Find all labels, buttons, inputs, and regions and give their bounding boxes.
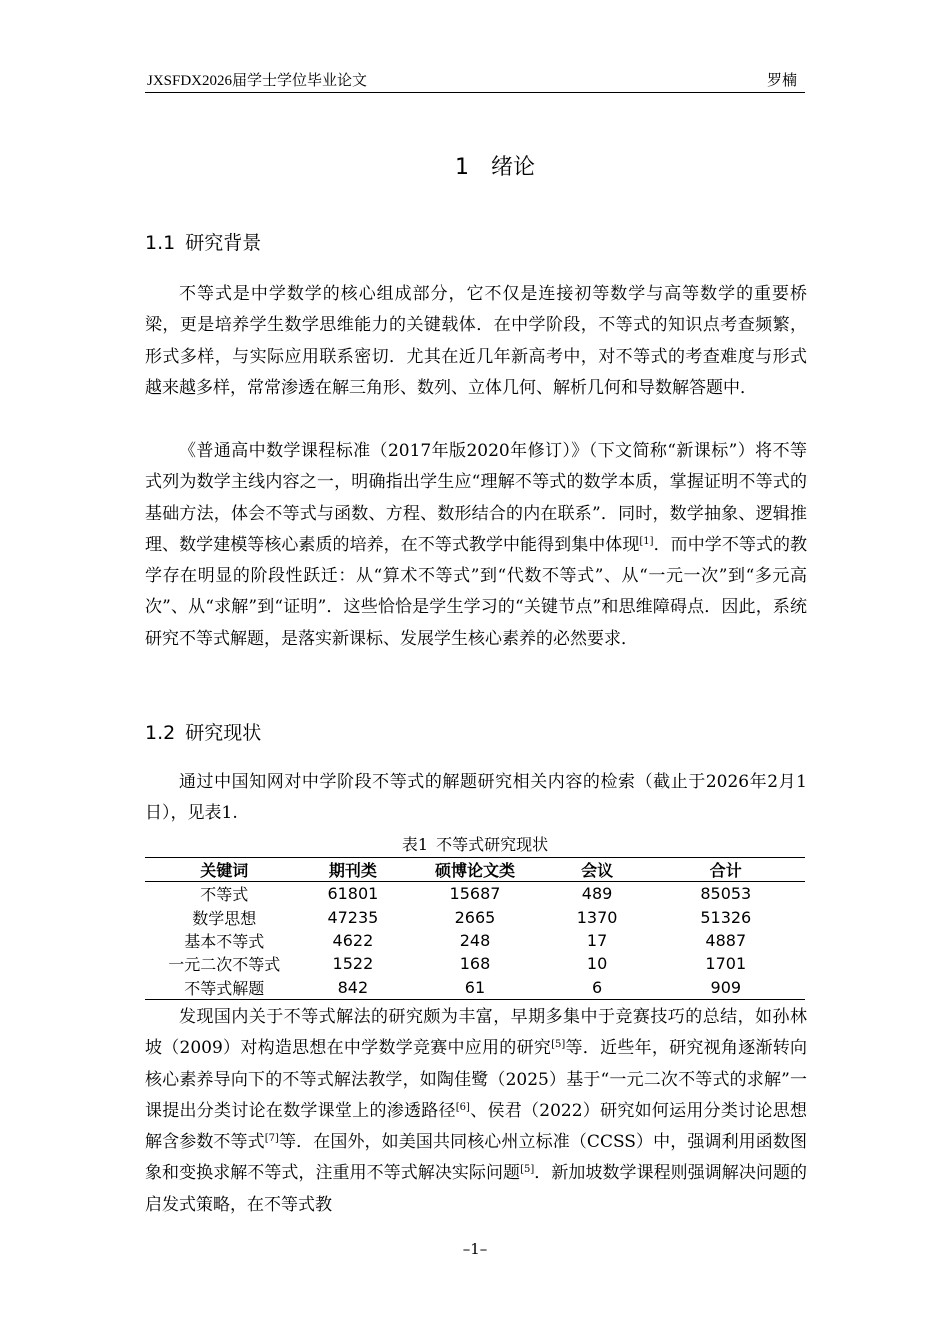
table-header-thesis: 硕博论文类 — [402, 858, 547, 882]
table-row — [145, 905, 805, 928]
table-cell: 1522 — [332, 954, 374, 974]
paragraph-text: ．而中学不等式的教学存在明显的阶段性跃迁：从“算术不等式”到“代数不等式”、从“一元一次”到“多元高次”、从“求解”到“证明”．这些恰恰是学生学习的“关键节点”和思维障碍点．因此，系统研究不等式解题，是落实新课标、发展学生核心素养的必然要求． — [145, 534, 808, 649]
paragraph-text: 等．近些年，研究视角逐渐转向核心素养导向下的不等式解法教学，如陶佳鹭（2025）基于“一元二次不等式的求解”一课提出分类讨论在数学课堂上的渗透路径 — [145, 1038, 807, 1121]
table-cell: 一元二次不等式 — [168, 955, 281, 975]
paragraph-background-2 — [145, 436, 807, 655]
table-cell: 61801 — [327, 884, 379, 904]
section-title: 研究现状 — [185, 722, 262, 744]
paragraph-status-review — [145, 1002, 807, 1221]
table-cell: 842 — [303, 976, 402, 1000]
table-row — [145, 882, 805, 906]
citation-ref[interactable]: [6] — [455, 1101, 470, 1113]
table-cell: 4887 — [705, 930, 747, 950]
table-cell: 基本不等式 — [184, 931, 265, 951]
table-row — [145, 929, 805, 952]
paragraph-text: 《普通高中数学课程标准（2017年版2020年修订）》（下文简称“新课标”）将不等式列为数学主线内容之一，明确指出学生应“理解不等式的数学本质，掌握证明不等式的基础方法，体会不等式与函数、方程、数形结合的内在联系”．同时，数学抽象、逻辑推理、数学建模等核心素质的培养，在不等式教学中能得到集中体现 — [145, 441, 807, 555]
section-number: 1.2 — [145, 722, 176, 744]
table-header-journal: 期刊类 — [303, 858, 402, 882]
table-cell: 1701 — [705, 954, 747, 974]
table-cell: 4622 — [332, 930, 374, 950]
paragraph-text: ．新加坡数学课程则强调解决问题的启发式策略，在不等式教 — [145, 1163, 808, 1215]
citation-ref[interactable]: [7] — [264, 1133, 279, 1145]
table-cell: 61 — [402, 976, 547, 1000]
chapter-number: 1 — [454, 155, 469, 180]
table-header-conference: 会议 — [548, 858, 647, 882]
header-author: 罗楠 — [766, 73, 797, 89]
table-cell: 489 — [581, 884, 613, 904]
table-caption-number: 表1 — [401, 835, 429, 854]
section-title: 研究背景 — [185, 232, 262, 254]
table-row — [145, 976, 805, 1000]
paragraph-text: 发现国内关于不等式解法的研究颇为丰富，早期多集中于竞赛技巧的总结，如孙林坡（2009）对构造思想在中学数学竞赛中应用的研究 — [145, 1007, 807, 1059]
table-header-keyword: 关键词 — [145, 858, 303, 882]
table-cell: 85053 — [700, 884, 752, 904]
section-heading-1-1 — [145, 228, 261, 255]
citation-ref[interactable]: [5] — [551, 1039, 566, 1051]
table-cell: 1370 — [576, 907, 618, 927]
table-header-row — [145, 858, 805, 882]
table-caption — [145, 832, 805, 855]
table-cell: 248 — [459, 930, 491, 950]
table-cell: 17 — [586, 930, 608, 950]
table-header-total: 合计 — [647, 858, 805, 882]
paragraph-status-intro: 通过中国知网对中学阶段不等式的解题研究相关内容的检索（截止于2026年2月1日），见表1. — [145, 772, 807, 824]
table-caption-title: 不等式研究现状 — [436, 835, 549, 854]
table-cell: 10 — [586, 954, 608, 974]
header-thesis-title: JXSFDX2026届学士学位毕业论文 — [147, 73, 368, 89]
table-cell: 51326 — [700, 907, 752, 927]
table-cell: 47235 — [327, 907, 379, 927]
table-cell: 15687 — [449, 884, 501, 904]
page-number: –1– — [462, 1240, 488, 1258]
table-cell: 数学思想 — [192, 908, 257, 928]
table-cell: 168 — [459, 954, 491, 974]
page-header — [145, 68, 805, 93]
paragraph-text: 等．在国外，如美国共同核心州立标准（CCSS）中，强调利用函数图象和变换求解不等式，注重用不等式解决实际问题 — [145, 1132, 807, 1184]
table-cell: 2665 — [454, 907, 496, 927]
table-cell: 不等式 — [200, 885, 249, 905]
table-cell: 909 — [647, 976, 805, 1000]
citation-ref[interactable]: [1] — [639, 535, 654, 547]
table-cell: 不等式解题 — [145, 976, 303, 1000]
table-cell: 6 — [548, 976, 647, 1000]
research-status-table — [145, 857, 805, 1000]
chapter-heading — [145, 150, 845, 181]
section-heading-1-2 — [145, 718, 261, 745]
citation-ref[interactable]: [5] — [520, 1164, 535, 1176]
table-row — [145, 952, 805, 975]
chapter-title: 绪论 — [490, 155, 535, 180]
section-number: 1.1 — [145, 232, 176, 254]
paragraph-text: 、侯君（2022）研究如何运用分类讨论思想解含参数不等式 — [145, 1100, 807, 1153]
paragraph-background-1: 不等式是中学数学的核心组成部分，它不仅是连接初等数学与高等数学的重要桥梁，更是培养学生数学思维能力的关键载体．在中学阶段，不等式的知识点考查频繁，形式多样，与实际应用联系密切．尤其在近几年新高考中，对不等式的考查难度与形式越来越多样，常常渗透在解三角形、数列、立体几何、解析几何和导数解答题中． — [145, 284, 807, 398]
